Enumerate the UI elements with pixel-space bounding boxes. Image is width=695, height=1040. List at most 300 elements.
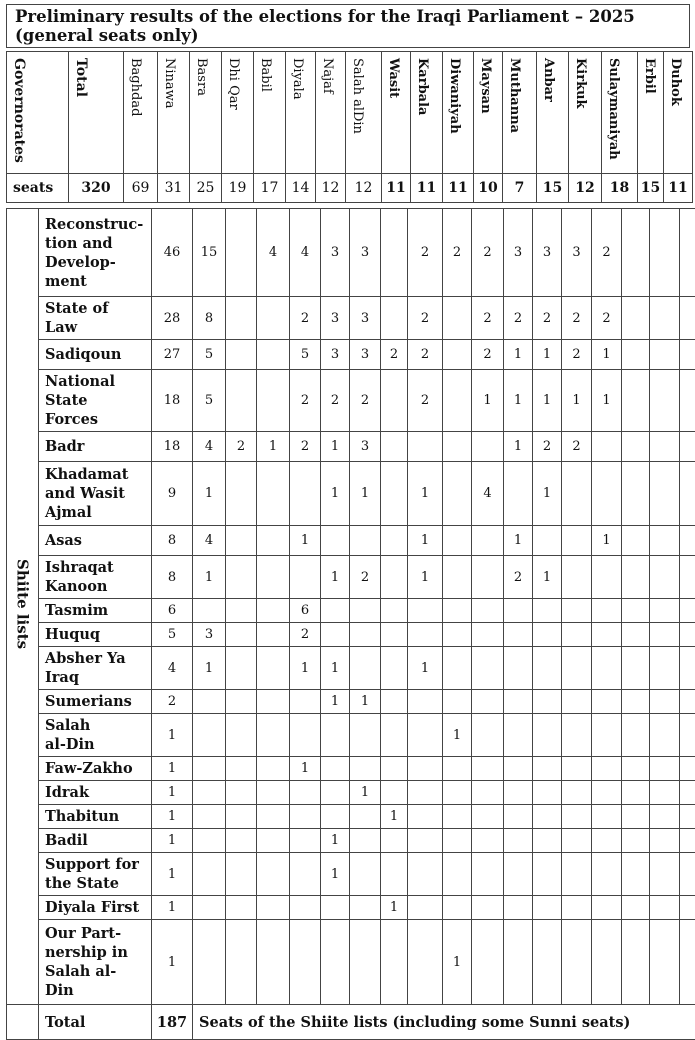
list-name-line: Sadiqoun (45, 345, 145, 364)
list-name (39, 370, 152, 432)
seat-cell: 1 (533, 370, 562, 432)
seat-cell: 1 (504, 432, 533, 462)
seat-cell: 1 (504, 526, 533, 556)
table-row (7, 526, 695, 556)
seat-cell (443, 647, 472, 690)
seat-cell: 3 (562, 209, 592, 297)
seat-cell: 1 (381, 896, 408, 920)
governorate-header-cell (254, 52, 286, 174)
seat-cell (622, 462, 650, 526)
seat-cell (622, 599, 650, 623)
list-name (39, 556, 152, 599)
governorate-seats: 7 (503, 174, 537, 203)
seat-cell (408, 829, 443, 853)
seat-cell (622, 690, 650, 714)
seat-cell: 1 (350, 781, 381, 805)
governorate-name: Diwaniyah (447, 52, 462, 134)
seat-cell (472, 623, 504, 647)
list-name-line: Din (45, 981, 145, 1000)
seat-cell (622, 714, 650, 757)
seat-cell (622, 209, 650, 297)
seat-cell (290, 805, 321, 829)
governorate-seats: 11 (382, 174, 411, 203)
seat-cell (592, 432, 622, 462)
seat-cell (193, 805, 226, 829)
seat-cell (381, 297, 408, 340)
seat-cell (257, 920, 290, 1005)
governorate-header-cell (664, 52, 693, 174)
seat-cell: 2 (290, 297, 321, 340)
seat-cell (257, 623, 290, 647)
list-name (39, 599, 152, 623)
seat-cell (381, 623, 408, 647)
group-label: Shiite lists (14, 559, 32, 649)
seat-cell (622, 432, 650, 462)
seat-cell: 3 (533, 209, 562, 297)
seat-cell: 2 (592, 297, 622, 340)
list-name (39, 462, 152, 526)
seat-cell (680, 690, 695, 714)
seat-cell (622, 781, 650, 805)
seat-cell (290, 829, 321, 853)
list-name (39, 805, 152, 829)
seat-cell: 1 (321, 853, 350, 896)
list-name-line: National (45, 372, 145, 391)
seat-cell (193, 829, 226, 853)
list-name (39, 432, 152, 462)
seat-cell: 2 (472, 209, 504, 297)
seat-cell (290, 714, 321, 757)
seat-cell: 2 (443, 209, 472, 297)
seat-cell: 1 (504, 340, 533, 370)
table-row (7, 462, 695, 526)
seat-cell (650, 556, 680, 599)
seat-cell: 2 (562, 432, 592, 462)
list-name-line: and Wasit (45, 484, 145, 503)
seat-cell (533, 805, 562, 829)
seat-cell (226, 340, 257, 370)
seat-cell (592, 896, 622, 920)
seat-cell (680, 297, 695, 340)
table-row (7, 757, 695, 781)
seat-cell (562, 805, 592, 829)
governorate-header-cell (503, 52, 537, 174)
seat-cell (650, 599, 680, 623)
governorate-name: Anbar (541, 52, 556, 102)
governorate-name: Diyala (290, 52, 305, 100)
governorate-header-cell (474, 52, 503, 174)
seat-cell (290, 781, 321, 805)
governorate-header-cell (602, 52, 638, 174)
seat-cell: 4 (193, 526, 226, 556)
list-name (39, 297, 152, 340)
list-name-line: Reconstruc- (45, 215, 145, 234)
seats-label: seats (7, 174, 69, 203)
seat-cell: 2 (562, 340, 592, 370)
seat-cell: 15 (193, 209, 226, 297)
seat-cell: 2 (408, 370, 443, 432)
list-total: 1 (152, 714, 193, 757)
list-name (39, 647, 152, 690)
seat-cell: 4 (472, 462, 504, 526)
seat-cell (381, 714, 408, 757)
seat-cell (443, 896, 472, 920)
seat-cell: 3 (350, 340, 381, 370)
list-name (39, 896, 152, 920)
seat-cell: 3 (321, 209, 350, 297)
list-total: 9 (152, 462, 193, 526)
seat-cell (592, 757, 622, 781)
seat-cell (622, 829, 650, 853)
seat-cell (680, 370, 695, 432)
seat-cell (680, 805, 695, 829)
seat-cell: 2 (321, 370, 350, 432)
seat-cell (257, 370, 290, 432)
seat-cell (680, 623, 695, 647)
seat-cell (504, 757, 533, 781)
seat-cell (321, 526, 350, 556)
total-row-value: 187 (152, 1005, 193, 1040)
list-name (39, 781, 152, 805)
seat-cell (408, 853, 443, 896)
seat-cell (408, 690, 443, 714)
table-row (7, 432, 695, 462)
seat-cell (504, 920, 533, 1005)
seat-cell (680, 714, 695, 757)
seat-cell (350, 714, 381, 757)
seat-cell (472, 714, 504, 757)
seat-cell (562, 920, 592, 1005)
total-row-spacer (7, 1005, 39, 1040)
seat-cell (381, 526, 408, 556)
seat-cell (443, 599, 472, 623)
seat-cell (533, 690, 562, 714)
seat-cell (257, 853, 290, 896)
list-name-line: Diyala First (45, 898, 145, 917)
list-name-line: Asas (45, 531, 145, 550)
governorate-seats: 31 (158, 174, 190, 203)
governorate-header-cell (190, 52, 222, 174)
seat-cell (226, 297, 257, 340)
governorate-seats: 19 (222, 174, 254, 203)
seat-cell (472, 781, 504, 805)
seat-cell: 2 (533, 297, 562, 340)
seat-cell (350, 599, 381, 623)
list-name-line: tion and (45, 234, 145, 253)
seat-cell: 1 (592, 526, 622, 556)
seat-cell (193, 896, 226, 920)
governorate-header-cell (537, 52, 569, 174)
seat-cell (622, 920, 650, 1005)
seat-cell: 3 (321, 297, 350, 340)
seat-cell (472, 896, 504, 920)
seat-cell (504, 896, 533, 920)
governorate-header-cell (638, 52, 664, 174)
list-total: 46 (152, 209, 193, 297)
list-total: 1 (152, 829, 193, 853)
seat-cell: 2 (504, 556, 533, 599)
seat-cell (562, 556, 592, 599)
table-row (7, 714, 695, 757)
seat-cell (408, 432, 443, 462)
seat-cell: 1 (321, 432, 350, 462)
seat-cell (533, 781, 562, 805)
seat-cell (680, 599, 695, 623)
governorate-seats: 25 (190, 174, 222, 203)
list-total: 1 (152, 805, 193, 829)
governorate-header-cell (158, 52, 190, 174)
title-line-1: Preliminary results of the elections for the Iraqi Parliament – 2025 (15, 7, 681, 26)
seat-cell: 3 (321, 340, 350, 370)
seat-cell (257, 781, 290, 805)
list-total: 28 (152, 297, 193, 340)
seat-cell (408, 896, 443, 920)
seat-cell (592, 647, 622, 690)
governorate-name: Dhi Qar (226, 52, 241, 110)
seat-cell (321, 757, 350, 781)
list-name-line: Badil (45, 831, 145, 850)
shiite-lists-table (6, 208, 695, 1040)
seat-cell (472, 526, 504, 556)
list-name-line: Huquq (45, 625, 145, 644)
seat-cell (650, 370, 680, 432)
governorate-header-cell (222, 52, 254, 174)
seat-cell (257, 647, 290, 690)
seat-cell: 5 (193, 370, 226, 432)
seat-cell: 3 (504, 209, 533, 297)
list-name-line: Idrak (45, 783, 145, 802)
seat-cell (592, 690, 622, 714)
seat-cell (226, 526, 257, 556)
governorate-seats: 12 (346, 174, 382, 203)
list-name (39, 340, 152, 370)
total-seats: 320 (69, 174, 124, 203)
governorate-seats: 11 (443, 174, 474, 203)
list-name-line: Iraq (45, 668, 145, 687)
seat-cell (504, 805, 533, 829)
seat-cell (650, 526, 680, 556)
seat-cell: 2 (290, 623, 321, 647)
list-name-line: Thabitun (45, 807, 145, 826)
seat-cell (680, 647, 695, 690)
seat-cell (193, 599, 226, 623)
seat-cell (472, 599, 504, 623)
seat-cell (533, 623, 562, 647)
table-row (7, 781, 695, 805)
governorate-name: Ninawa (162, 52, 177, 109)
seat-cell (680, 781, 695, 805)
governorate-name: Najaf (320, 52, 335, 94)
seat-cell: 1 (321, 647, 350, 690)
list-total: 2 (152, 690, 193, 714)
seat-cell (650, 805, 680, 829)
table-row (7, 370, 695, 432)
seat-cell: 2 (290, 432, 321, 462)
governorate-seats: 11 (664, 174, 693, 203)
seat-cell: 5 (290, 340, 321, 370)
seat-cell (381, 647, 408, 690)
list-name-line: Ajmal (45, 503, 145, 522)
seat-cell (321, 805, 350, 829)
seat-cell (443, 432, 472, 462)
seat-cell (226, 829, 257, 853)
governorate-seats: 10 (474, 174, 503, 203)
seat-cell (592, 714, 622, 757)
seat-cell: 1 (350, 462, 381, 526)
seat-cell (350, 805, 381, 829)
governorate-header-cell (124, 52, 158, 174)
seat-cell (533, 829, 562, 853)
seat-cell (650, 297, 680, 340)
seat-cell (226, 690, 257, 714)
seat-cell (680, 432, 695, 462)
seat-cell (680, 556, 695, 599)
seat-cell (650, 690, 680, 714)
seat-cell (472, 432, 504, 462)
seat-cell: 1 (193, 556, 226, 599)
seat-cell: 1 (257, 432, 290, 462)
seat-cell (350, 757, 381, 781)
seat-cell (622, 805, 650, 829)
seat-cell (562, 599, 592, 623)
governorate-name: Salah alDin (350, 52, 365, 134)
seat-cell (257, 757, 290, 781)
seat-cell (622, 757, 650, 781)
list-total: 1 (152, 757, 193, 781)
seat-cell (650, 462, 680, 526)
seat-cell: 1 (290, 526, 321, 556)
seat-cell (226, 556, 257, 599)
seat-cell (562, 647, 592, 690)
governorate-seats: 18 (602, 174, 638, 203)
seat-cell (443, 690, 472, 714)
table-row (7, 209, 695, 297)
seat-cell (226, 370, 257, 432)
list-name-line: al-Din (45, 735, 145, 754)
governorate-header-cell (346, 52, 382, 174)
governorates-header-cell (7, 52, 69, 174)
seat-cell (381, 781, 408, 805)
seat-cell: 2 (290, 370, 321, 432)
seat-cell (350, 853, 381, 896)
seat-cell: 1 (533, 340, 562, 370)
seat-cell: 1 (321, 556, 350, 599)
table-row (7, 805, 695, 829)
seat-cell (226, 599, 257, 623)
seat-cell (408, 623, 443, 647)
seat-cell (321, 781, 350, 805)
seat-cell (350, 896, 381, 920)
total-row (7, 1005, 695, 1040)
governorate-seats: 11 (411, 174, 443, 203)
governorate-name: Wasit (386, 52, 401, 98)
list-name-line: nership in (45, 943, 145, 962)
governorate-seats: 69 (124, 174, 158, 203)
seat-cell (321, 714, 350, 757)
seat-cell (257, 340, 290, 370)
seat-cell (592, 623, 622, 647)
seats-row (7, 174, 693, 203)
seat-cell (321, 623, 350, 647)
seat-cell: 1 (562, 370, 592, 432)
table-row (7, 647, 695, 690)
seat-cell (408, 714, 443, 757)
seat-cell (443, 853, 472, 896)
seat-cell (592, 920, 622, 1005)
seat-cell (680, 829, 695, 853)
seat-cell (562, 896, 592, 920)
list-name (39, 853, 152, 896)
governorate-name: Erbil (642, 52, 657, 94)
seat-cell: 2 (350, 556, 381, 599)
governorate-name-row (7, 52, 693, 174)
seat-cell (381, 370, 408, 432)
list-name-line: Absher Ya (45, 649, 145, 668)
seat-cell (257, 599, 290, 623)
seat-cell: 2 (408, 340, 443, 370)
seat-cell: 2 (472, 297, 504, 340)
seat-cell (381, 853, 408, 896)
seat-cell: 2 (504, 297, 533, 340)
seat-cell: 2 (226, 432, 257, 462)
list-name (39, 829, 152, 853)
table-row (7, 556, 695, 599)
seat-cell (226, 805, 257, 829)
governorate-seats: 17 (254, 174, 286, 203)
seat-cell (443, 370, 472, 432)
seat-cell (533, 896, 562, 920)
seat-cell: 3 (350, 432, 381, 462)
table-row (7, 599, 695, 623)
seat-cell: 1 (408, 647, 443, 690)
seat-cell (443, 623, 472, 647)
seat-cell (443, 829, 472, 853)
seat-cell (257, 896, 290, 920)
seat-cell (226, 781, 257, 805)
seat-cell (504, 690, 533, 714)
list-name (39, 714, 152, 757)
list-total: 6 (152, 599, 193, 623)
seat-cell (533, 714, 562, 757)
seat-cell (472, 757, 504, 781)
seat-cell (622, 647, 650, 690)
seat-cell (290, 462, 321, 526)
group-label-cell (7, 209, 39, 1005)
seat-cell (408, 805, 443, 829)
seat-cell: 1 (408, 526, 443, 556)
list-total: 8 (152, 556, 193, 599)
seat-cell (226, 714, 257, 757)
seat-cell (533, 853, 562, 896)
seat-cell (226, 209, 257, 297)
seat-cell (290, 920, 321, 1005)
seat-cell (226, 462, 257, 526)
seat-cell (562, 690, 592, 714)
seat-cell (472, 829, 504, 853)
seat-cell (226, 647, 257, 690)
seat-cell (381, 599, 408, 623)
seat-cell (381, 920, 408, 1005)
seat-cell (504, 853, 533, 896)
seat-cell (472, 853, 504, 896)
seat-cell (193, 781, 226, 805)
list-name (39, 757, 152, 781)
seat-cell (562, 526, 592, 556)
governorate-name: Basra (194, 52, 209, 96)
list-name-line: Salah (45, 716, 145, 735)
seat-cell: 1 (592, 340, 622, 370)
seat-cell (533, 647, 562, 690)
